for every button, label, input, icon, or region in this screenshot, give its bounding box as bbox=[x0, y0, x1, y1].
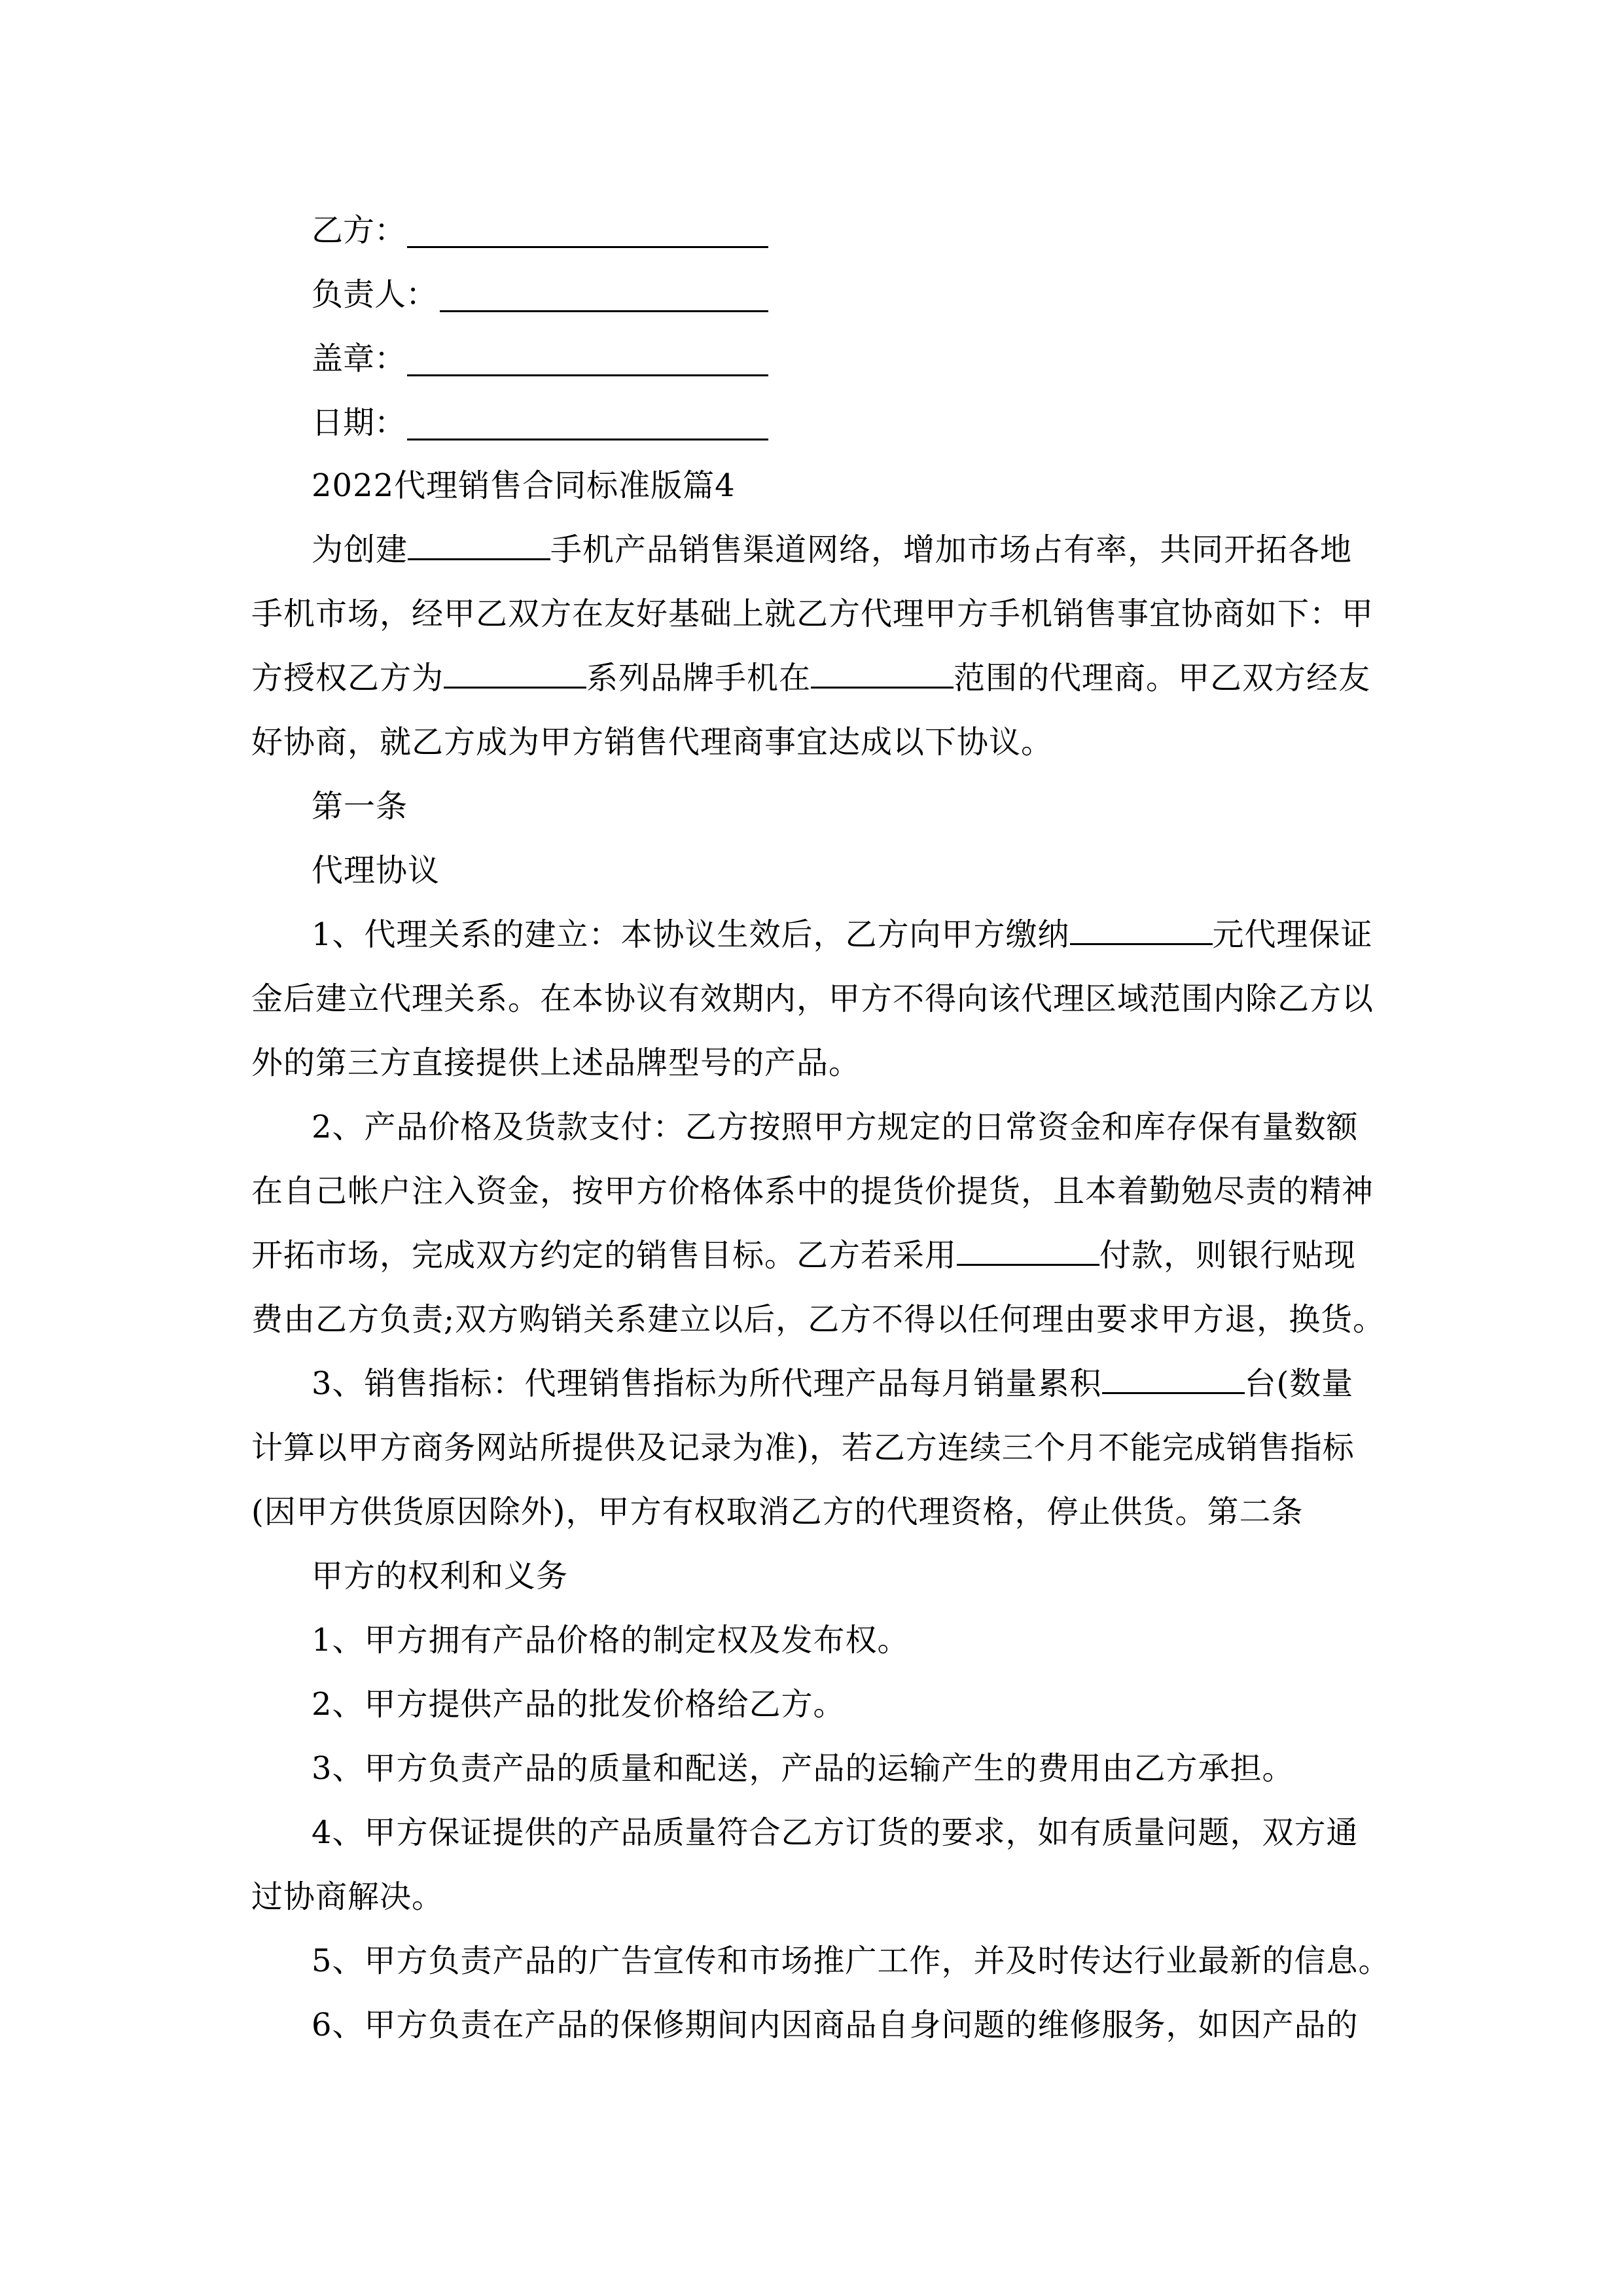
blank-field bbox=[408, 532, 550, 560]
clause-2-line-1: 2、产品价格及货款支付：乙方按照甲方规定的日常资金和库存保有量数额 bbox=[312, 1109, 1359, 1145]
item-1: 1、甲方拥有产品价格的制定权及发布权。 bbox=[312, 1622, 910, 1659]
intro-line-3: 方授权乙方为 系列品牌手机在 范围的代理商。甲乙双方经友 bbox=[251, 660, 1371, 696]
article-2-subheading: 甲方的权利和义务 bbox=[312, 1558, 569, 1594]
person-in-charge-label: 负责人： bbox=[312, 276, 438, 313]
clause-3-line-2: 计算以甲方商务网站所提供及记录为准)，若乙方连续三个月不能完成销售指标 bbox=[251, 1429, 1355, 1466]
item-5: 5、甲方负责产品的广告宣传和市场推广工作，并及时传达行业最新的信息。 bbox=[312, 1943, 1391, 1979]
clause-2-line-4: 费由乙方负责;双方购销关系建立以后，乙方不得以任何理由要求甲方退，换货。 bbox=[251, 1301, 1385, 1338]
clause-3-line-1: 3、销售指标：代理销售指标为所代理产品每月销量累积 台(数量 bbox=[312, 1365, 1354, 1402]
date-label: 日期： bbox=[312, 404, 406, 441]
clause-1-line-3: 外的第三方直接提供上述品牌型号的产品。 bbox=[251, 1045, 861, 1081]
item-6: 6、甲方负责在产品的保修期间内因商品自身问题的维修服务，如因产品的 bbox=[312, 2007, 1359, 2043]
person-in-charge-blank bbox=[440, 310, 768, 312]
section-title: 2022代理销售合同标准版篇4 bbox=[312, 467, 736, 504]
intro-line-1: 为创建 手机产品销售渠道网络，增加市场占有率，共同开拓各地 bbox=[312, 531, 1353, 568]
clause-1-line-2: 金后建立代理关系。在本协议有效期内，甲方不得向该代理区域范围内除乙方以 bbox=[251, 980, 1374, 1017]
blank-field bbox=[444, 660, 586, 689]
party-b-blank bbox=[407, 246, 768, 248]
item-3: 3、甲方负责产品的质量和配送，产品的运输产生的费用由乙方承担。 bbox=[312, 1750, 1294, 1787]
clause-2-line-2: 在自己帐户注入资金，按甲方价格体系中的提货价提货，且本着勤勉尽责的精神 bbox=[251, 1173, 1374, 1210]
intro-line-4: 好协商，就乙方成为甲方销售代理商事宜达成以下协议。 bbox=[251, 724, 1054, 761]
intro-line-2: 手机市场，经甲乙双方在友好基础上就乙方代理甲方手机销售事宜协商如下：甲 bbox=[251, 596, 1374, 632]
item-4-line-2: 过协商解决。 bbox=[251, 1878, 444, 1915]
article-1-heading: 第一条 bbox=[312, 788, 408, 825]
item-4-line-1: 4、甲方保证提供的产品质量符合乙方订货的要求，如有质量问题，双方通 bbox=[312, 1814, 1359, 1851]
party-b-label: 乙方： bbox=[312, 212, 406, 249]
item-2: 2、甲方提供产品的批发价格给乙方。 bbox=[312, 1686, 846, 1723]
clause-3-line-3: (因甲方供货原因除外)，甲方有权取消乙方的代理资格，停止供货。第二条 bbox=[251, 1494, 1304, 1530]
date-blank bbox=[407, 439, 768, 440]
seal-label: 盖章： bbox=[312, 340, 406, 377]
blank-field bbox=[1102, 1366, 1245, 1394]
blank-field bbox=[957, 1238, 1099, 1266]
seal-blank bbox=[407, 374, 768, 376]
clause-2-line-3: 开拓市场，完成双方约定的销售目标。乙方若采用 付款，则银行贴现 bbox=[251, 1237, 1357, 1274]
clause-1-line-1: 1、代理关系的建立：本协议生效后，乙方向甲方缴纳 元代理保证 bbox=[312, 916, 1373, 953]
blank-field bbox=[1070, 917, 1213, 945]
blank-field bbox=[811, 660, 954, 689]
article-1-subheading: 代理协议 bbox=[312, 852, 440, 889]
